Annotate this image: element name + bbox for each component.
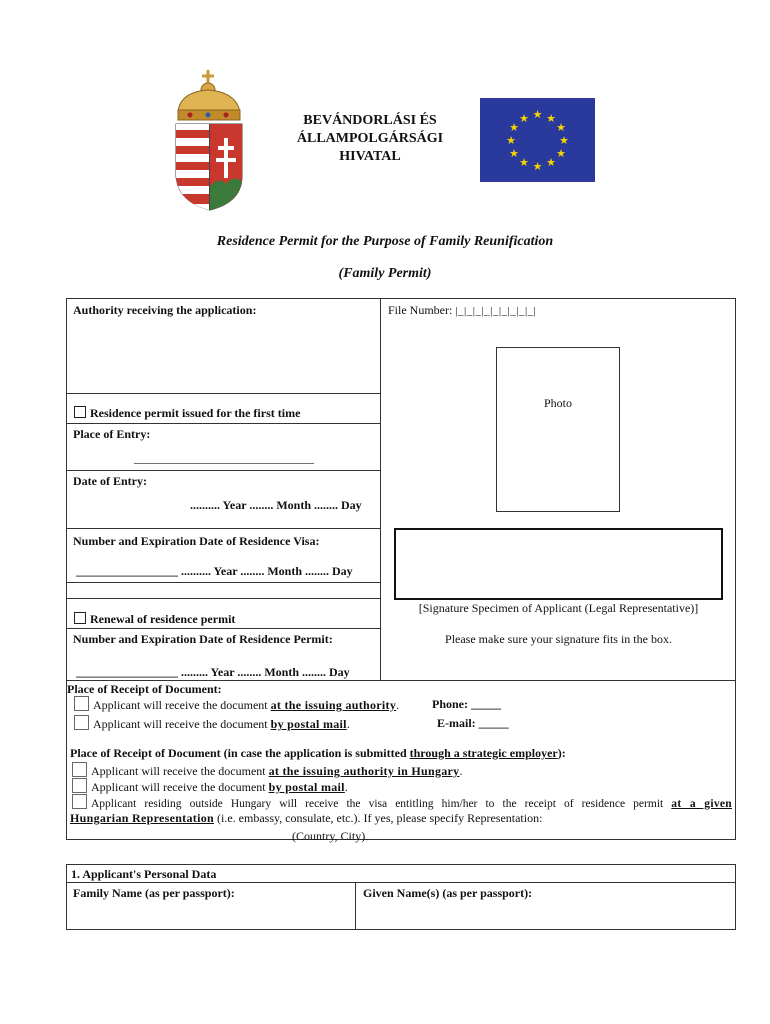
s3-bold-a: at a given [671, 798, 732, 810]
strategic-title-b: ): [557, 746, 566, 760]
eu-flag-logo [480, 98, 595, 182]
strategic-option-postal [72, 778, 348, 795]
signature-note: Please make sure your signature fits in the box. [445, 632, 672, 646]
permit-input[interactable]: _________________ ......... Year ........ Month ........ Day [76, 665, 350, 679]
visa-label: Number and Expiration Date of Residence Visa: [73, 534, 320, 548]
renewal-label: Renewal of residence permit [90, 612, 236, 626]
personal-section-title: 1. Applicant's Personal Data [71, 867, 217, 881]
svg-text:★: ★ [532, 109, 543, 121]
authority-label: Authority receiving the application: [73, 303, 257, 317]
phone-field[interactable] [432, 697, 501, 712]
svg-text:★: ★ [506, 135, 516, 147]
strategic-postal-checkbox[interactable] [72, 778, 87, 793]
s1-end: . [459, 764, 463, 778]
s3-text: Applicant residing outside Hungary will receive the visa entitling him/her to the receipt of residence permit [91, 798, 672, 810]
first-time-label: Residence permit issued for the first time [90, 406, 301, 420]
given-names-label: Given Name(s) (as per passport): [363, 886, 533, 900]
given-names-input[interactable] [360, 904, 730, 926]
photo-label: Photo [543, 396, 572, 410]
file-number-label: File Number: [388, 303, 453, 317]
signature-box[interactable] [394, 528, 723, 600]
s1-bold: at the issuing authority in Hungary [268, 764, 460, 778]
first-time-checkbox[interactable] [74, 406, 86, 418]
s3-bold-b: Hungarian Representation [70, 811, 214, 825]
svg-text:★: ★ [509, 148, 519, 160]
family-name-label: Family Name (as per passport): [73, 886, 235, 900]
place-of-entry-input[interactable]: ______________________________ [134, 451, 314, 465]
receipt-option-authority [74, 696, 399, 713]
office-name [284, 112, 456, 166]
date-of-entry-label: Date of Entry: [73, 474, 147, 488]
svg-text:★: ★ [559, 135, 569, 147]
receipt-option-postal [74, 715, 350, 732]
svg-text:★: ★ [532, 161, 543, 173]
photo-box[interactable] [496, 347, 620, 512]
renewal-checkbox[interactable] [74, 612, 86, 624]
receipt-opt2-end: . [346, 717, 350, 731]
strategic-option-representation [72, 794, 732, 810]
svg-text:★: ★ [519, 157, 529, 169]
svg-text:★: ★ [519, 113, 529, 125]
s2-bold: by postal mail [268, 780, 345, 794]
renewal-option [74, 612, 235, 627]
email-field[interactable] [437, 716, 509, 731]
receipt-postal-checkbox[interactable] [74, 715, 89, 730]
country-city-input[interactable]: (Country, City) [292, 829, 366, 843]
strategic-title-underlined: through a strategic employer [409, 746, 558, 760]
strategic-title-a: Place of Receipt of Document (in case the application is submitted [70, 746, 410, 760]
email-label: E-mail [437, 716, 472, 730]
s1-text: Applicant will receive the document [91, 764, 269, 778]
phone-label: Phone [432, 697, 465, 711]
office-line-3: HIVATAL [339, 149, 401, 164]
file-number-input[interactable]: |_|_|_|_|_|_|_|_|_| [455, 305, 537, 317]
svg-text:★: ★ [546, 113, 556, 125]
svg-text:★: ★ [556, 122, 566, 134]
strategic-option-authority [72, 762, 462, 779]
strategic-authority-checkbox[interactable] [72, 762, 87, 777]
visa-input[interactable]: _________________ .......... Year ........ Month ........ Day [76, 564, 353, 578]
svg-text:★: ★ [509, 122, 519, 134]
svg-text:★: ★ [546, 157, 556, 169]
crown-icon [178, 70, 240, 120]
strategic-representation-checkbox[interactable] [72, 794, 87, 809]
representation-line [70, 811, 542, 826]
phone-value: : _____ [464, 697, 502, 711]
receipt-authority-checkbox[interactable] [74, 696, 89, 711]
receipt-title: Place of Receipt of Document: [67, 682, 222, 696]
place-of-entry-label: Place of Entry: [73, 427, 151, 441]
receipt-opt2-text: Applicant will receive the document [93, 717, 271, 731]
date-of-entry-input[interactable]: .......... Year ........ Month ........ Day [190, 498, 362, 512]
authority-field[interactable] [73, 322, 373, 390]
file-number [388, 303, 536, 318]
receipt-opt1-end: . [396, 698, 400, 712]
s3-end: (i.e. embassy, consulate, etc.). If yes, please specify Representation: [214, 811, 543, 825]
receipt-opt2-bold: by postal mail [270, 717, 347, 731]
email-value: : _____ [471, 716, 509, 730]
signature-caption: [Signature Specimen of Applicant (Legal Representative)] [418, 601, 699, 615]
permit-label: Number and Expiration Date of Residence Permit: [73, 632, 333, 646]
svg-text:★: ★ [556, 148, 566, 160]
hungarian-coat-of-arms-logo [170, 68, 252, 213]
office-line-2: ÁLLAMPOLGÁRSÁGI [296, 131, 444, 146]
s2-end: . [344, 780, 348, 794]
receipt-opt1-text: Applicant will receive the document [93, 698, 271, 712]
receipt-opt1-bold: at the issuing authority [270, 698, 397, 712]
form-subtitle: (Family Permit) [338, 266, 432, 281]
office-line-1: BEVÁNDORLÁSI ÉS [303, 113, 437, 128]
first-time-option [74, 406, 300, 421]
s2-text: Applicant will receive the document [91, 780, 269, 794]
strategic-title [70, 746, 566, 761]
form-title: Residence Permit for the Purpose of Family Reunification [216, 234, 554, 249]
shield-icon [176, 124, 242, 210]
family-name-input[interactable] [70, 904, 350, 926]
